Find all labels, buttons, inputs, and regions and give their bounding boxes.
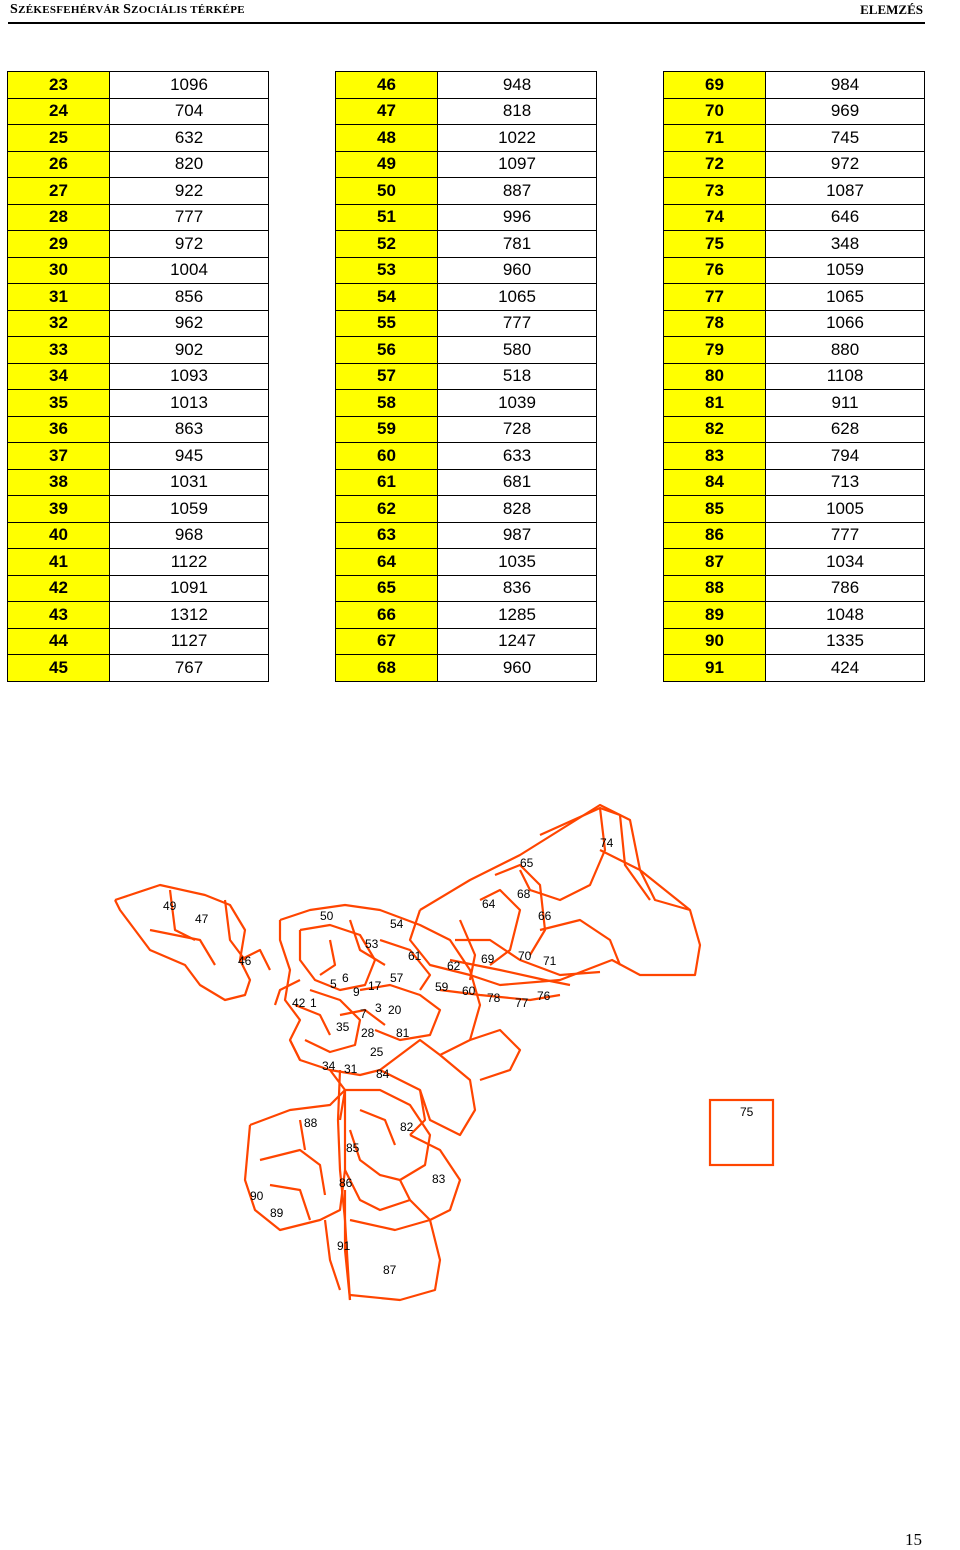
district-number: 67 [336,628,438,655]
district-value: 786 [766,575,925,602]
district-value: 1031 [110,469,269,496]
table-row [336,549,597,576]
table-row [664,257,925,284]
map-district-label: 50 [320,909,334,923]
map-district-label: 54 [390,917,404,931]
district-value: 1065 [438,284,597,311]
map-district-label: 60 [462,984,476,998]
table-row [336,310,597,337]
map-district-label: 69 [481,952,495,966]
district-value: 348 [766,231,925,258]
district-value: 960 [438,655,597,682]
district-value: 1034 [766,549,925,576]
table-row [336,72,597,99]
map-district-label: 9 [353,985,360,999]
district-number: 23 [8,72,110,99]
district-number: 39 [8,496,110,523]
district-number: 60 [336,443,438,470]
table-row [664,602,925,629]
table-row [664,522,925,549]
map-district-label: 59 [435,980,449,994]
table-row [664,284,925,311]
district-value: 1127 [110,628,269,655]
table-row [664,469,925,496]
table-row [8,72,269,99]
district-value: 968 [110,522,269,549]
district-number: 46 [336,72,438,99]
district-value: 704 [110,98,269,125]
map-district-label: 17 [368,979,382,993]
district-value: 777 [766,522,925,549]
table-row [664,72,925,99]
data-table-2 [335,71,597,682]
district-number: 71 [664,125,766,152]
district-number: 42 [8,575,110,602]
district-value: 1285 [438,602,597,629]
district-map [0,790,960,1320]
district-number: 90 [664,628,766,655]
map-district-label: 81 [396,1026,410,1040]
map-district-label: 90 [250,1189,264,1203]
district-number: 40 [8,522,110,549]
district-value: 922 [110,178,269,205]
district-number: 82 [664,416,766,443]
map-road [290,1040,300,1060]
district-number: 31 [8,284,110,311]
table-row [336,337,597,364]
table-row [336,416,597,443]
district-value: 1048 [766,602,925,629]
table-row [664,443,925,470]
district-value: 972 [110,231,269,258]
map-district-label: 74 [600,836,614,850]
district-value: 580 [438,337,597,364]
district-value: 681 [438,469,597,496]
district-number: 88 [664,575,766,602]
district-number: 77 [664,284,766,311]
district-number: 80 [664,363,766,390]
map-district-label: 5 [330,977,337,991]
district-value: 1035 [438,549,597,576]
district-number: 61 [336,469,438,496]
district-number: 89 [664,602,766,629]
table-row [8,496,269,523]
district-value: 972 [766,151,925,178]
district-number: 54 [336,284,438,311]
district-value: 856 [110,284,269,311]
district-value: 820 [110,151,269,178]
district-value: 632 [110,125,269,152]
map-district-label: 31 [344,1062,358,1076]
district-value: 863 [110,416,269,443]
district-value: 945 [110,443,269,470]
map-district-label: 66 [538,909,552,923]
table-row [336,178,597,205]
table-row [664,310,925,337]
map-district-label: 20 [388,1003,402,1017]
map-district-label: 83 [432,1172,446,1186]
district-number: 58 [336,390,438,417]
district-number: 41 [8,549,110,576]
map-district-label: 91 [337,1239,351,1253]
district-value: 996 [438,204,597,231]
map-boundary [520,808,605,900]
table-row [336,602,597,629]
district-value: 1247 [438,628,597,655]
table-row [336,98,597,125]
map-district-label: 46 [238,954,252,968]
map-district-label: 49 [163,899,177,913]
map-district-label: 6 [342,971,349,985]
map-boundary [460,920,475,980]
district-value: 1312 [110,602,269,629]
map-district-label: 84 [376,1067,390,1081]
map-district-label: 35 [336,1020,350,1034]
district-value: 728 [438,416,597,443]
district-value: 828 [438,496,597,523]
map-district-label: 77 [515,996,529,1010]
map-district-label: 82 [400,1120,414,1134]
table-row [8,125,269,152]
map-boundary [400,1135,460,1220]
district-number: 56 [336,337,438,364]
map-boundary [170,890,195,940]
map-district-label: 34 [322,1059,336,1073]
district-value: 880 [766,337,925,364]
page-header [8,0,925,24]
table-row [664,204,925,231]
table-row [336,363,597,390]
table-row [8,628,269,655]
district-number: 45 [8,655,110,682]
district-value: 969 [766,98,925,125]
district-number: 64 [336,549,438,576]
map-district-label: 88 [304,1116,318,1130]
district-number: 65 [336,575,438,602]
map-boundary [115,885,250,1000]
table-row [8,337,269,364]
district-number: 70 [664,98,766,125]
table-row [664,416,925,443]
district-number: 33 [8,337,110,364]
table-row [336,628,597,655]
district-number: 44 [8,628,110,655]
district-value: 1013 [110,390,269,417]
district-value: 1108 [766,363,925,390]
district-value: 781 [438,231,597,258]
table-row [8,257,269,284]
map-district-label: 25 [370,1045,384,1059]
district-value: 628 [766,416,925,443]
map-district-label: 68 [517,887,531,901]
section-label: ELEMZÉS [860,2,923,17]
district-value: 777 [438,310,597,337]
district-value: 960 [438,257,597,284]
district-number: 47 [336,98,438,125]
table-row [664,151,925,178]
district-number: 24 [8,98,110,125]
district-number: 36 [8,416,110,443]
district-number: 38 [8,469,110,496]
district-value: 1122 [110,549,269,576]
district-value: 1335 [766,628,925,655]
district-number: 73 [664,178,766,205]
table-row [8,602,269,629]
table-row [8,310,269,337]
table-row [336,390,597,417]
district-number: 57 [336,363,438,390]
district-number: 28 [8,204,110,231]
map-boundary [150,930,215,965]
district-number: 76 [664,257,766,284]
district-number: 75 [664,231,766,258]
table-row [336,231,597,258]
district-number: 87 [664,549,766,576]
table-row [336,655,597,682]
district-value: 646 [766,204,925,231]
map-district-label: 87 [383,1263,397,1277]
map-district-label: 57 [390,971,404,985]
district-number: 26 [8,151,110,178]
map-boundary [320,940,335,975]
district-value: 1059 [766,257,925,284]
map-boundary [345,1170,410,1210]
map-district-label: 71 [543,954,557,968]
data-table-1 [7,71,269,682]
map-district-label: 78 [487,991,501,1005]
district-number: 68 [336,655,438,682]
district-number: 59 [336,416,438,443]
district-number: 50 [336,178,438,205]
district-value: 984 [766,72,925,99]
district-number: 66 [336,602,438,629]
district-number: 85 [664,496,766,523]
district-value: 1004 [110,257,269,284]
district-value: 1059 [110,496,269,523]
district-number: 78 [664,310,766,337]
map-boundary [470,1030,520,1080]
table-row [664,496,925,523]
district-value: 962 [110,310,269,337]
table-row [664,231,925,258]
table-row [336,469,597,496]
map-boundary [380,940,430,990]
district-number: 49 [336,151,438,178]
district-value: 1087 [766,178,925,205]
district-value: 1093 [110,363,269,390]
district-value: 713 [766,469,925,496]
district-value: 424 [766,655,925,682]
district-number: 83 [664,443,766,470]
table-row [664,655,925,682]
table-row [8,284,269,311]
district-number: 34 [8,363,110,390]
map-district-label: 7 [360,1007,367,1021]
map-boundary [420,1055,475,1135]
map-district-label: 42 [292,996,306,1010]
district-number: 48 [336,125,438,152]
table-row [336,443,597,470]
map-district-label: 85 [346,1141,360,1155]
district-value: 745 [766,125,925,152]
district-number: 32 [8,310,110,337]
table-row [8,469,269,496]
district-value: 1091 [110,575,269,602]
district-value: 818 [438,98,597,125]
district-number: 63 [336,522,438,549]
district-number: 29 [8,231,110,258]
map-boundary [360,1110,395,1145]
table-row [336,151,597,178]
district-value: 633 [438,443,597,470]
map-district-label: 47 [195,912,209,926]
district-value: 1005 [766,496,925,523]
data-table-3 [663,71,925,682]
table-row [336,522,597,549]
table-row [336,496,597,523]
district-number: 91 [664,655,766,682]
table-row [8,178,269,205]
district-number: 51 [336,204,438,231]
district-number: 81 [664,390,766,417]
map-district-label: 28 [361,1026,375,1040]
district-number: 35 [8,390,110,417]
table-row [8,151,269,178]
table-row [8,655,269,682]
table-row [8,522,269,549]
document-title: SZÉKESFEHÉRVÁR SZOCIÁLIS TÉRKÉPE [10,2,245,17]
district-value: 777 [110,204,269,231]
district-value: 887 [438,178,597,205]
district-number: 62 [336,496,438,523]
table-row [664,178,925,205]
district-number: 74 [664,204,766,231]
district-number: 27 [8,178,110,205]
table-row [336,575,597,602]
district-number: 37 [8,443,110,470]
map-district-label: 62 [447,959,461,973]
table-row [8,98,269,125]
district-value: 948 [438,72,597,99]
district-value: 1097 [438,151,597,178]
map-boundary [325,1220,340,1290]
district-value: 1065 [766,284,925,311]
table-row [664,337,925,364]
table-row [664,549,925,576]
map-district-label: 65 [520,856,534,870]
district-number: 30 [8,257,110,284]
district-value: 794 [766,443,925,470]
district-number: 43 [8,602,110,629]
map-district-label: 61 [408,949,422,963]
district-value: 1039 [438,390,597,417]
table-row [8,204,269,231]
table-row [8,231,269,258]
table-row [664,390,925,417]
table-row [336,204,597,231]
map-boundary [300,925,375,990]
table-row [336,257,597,284]
map-district-label: 70 [518,949,532,963]
district-value: 902 [110,337,269,364]
district-value: 767 [110,655,269,682]
table-row [8,416,269,443]
district-number: 79 [664,337,766,364]
district-number: 72 [664,151,766,178]
district-value: 911 [766,390,925,417]
map-district-label: 89 [270,1206,284,1220]
table-row [664,98,925,125]
district-number: 69 [664,72,766,99]
district-value: 518 [438,363,597,390]
table-row [8,363,269,390]
district-value: 1066 [766,310,925,337]
table-row [664,628,925,655]
table-row [664,125,925,152]
map-district-label: 1 [310,996,317,1010]
district-value: 1022 [438,125,597,152]
district-number: 52 [336,231,438,258]
map-district-label: 53 [365,937,379,951]
map-district-label: 3 [375,1001,382,1015]
map-district-label: 86 [339,1176,353,1190]
table-row [8,549,269,576]
table-row [8,575,269,602]
district-value: 1096 [110,72,269,99]
district-number: 25 [8,125,110,152]
table-row [8,390,269,417]
district-number: 84 [664,469,766,496]
table-row [8,443,269,470]
table-row [664,575,925,602]
table-row [336,284,597,311]
district-number: 55 [336,310,438,337]
table-row [336,125,597,152]
map-district-label: 75 [740,1105,754,1119]
map-boundary [345,1090,430,1180]
map-boundary [350,1220,440,1300]
district-number: 53 [336,257,438,284]
district-value: 836 [438,575,597,602]
map-district-label: 76 [537,989,551,1003]
district-value: 987 [438,522,597,549]
map-district-label: 64 [482,897,496,911]
map-outlines [115,805,700,1300]
page-number: 15 [905,1530,922,1549]
district-number: 86 [664,522,766,549]
table-row [664,363,925,390]
